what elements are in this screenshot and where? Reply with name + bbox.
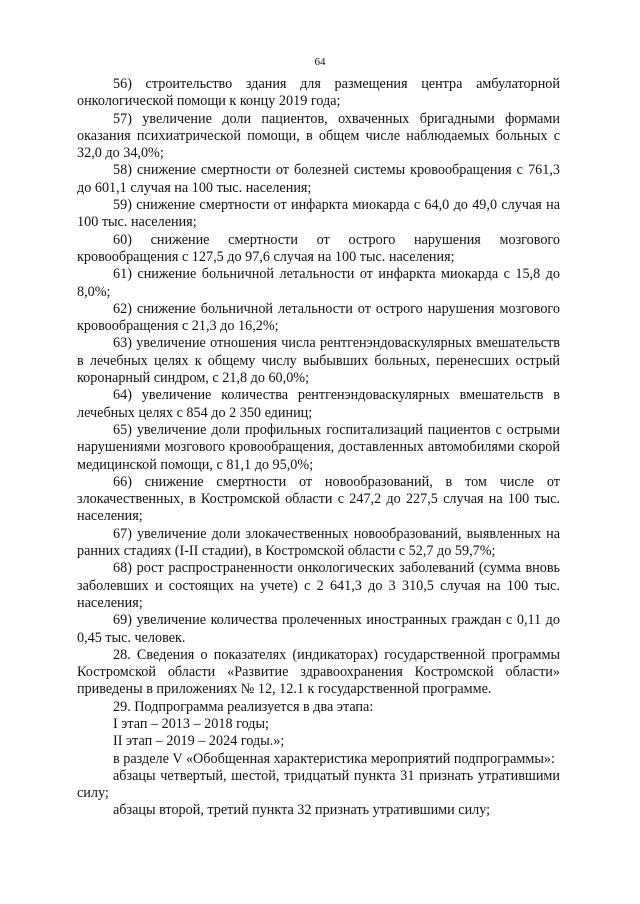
paragraph-item-56: 56) строительство здания для размещения центра амбулаторной онкологической помощи к концу 2019 года; <box>77 76 560 110</box>
paragraph-item-63: 63) увеличение отношения числа рентгенэндоваскулярных вмешательств в лечебных целях к общему числу выбывших больных, перенесших острый коронарный синдром, с 21,8 до 60,0%; <box>77 335 560 387</box>
paragraph-item-65: 65) увеличение доли профильных госпитализаций пациентов с острыми нарушениями мозгового кровообращения, доставленных автомобилями скорой медицинской помощи, с 81,1 до 95,0%; <box>77 421 560 473</box>
paragraph-point-31: абзацы четвертый, шестой, тридцатый пункта 31 признать утратившими силу; <box>77 767 560 802</box>
paragraph-item-61: 61) снижение больничной летальности от инфаркта миокарда с 15,8 до 8,0%; <box>77 266 560 300</box>
paragraph-section-28: 28. Сведения о показателях (индикаторах) государственной программы Костромской области «Развитие здравоохранения Костромской области» приведены в приложениях № 12, 12.1 к государственной программе. <box>77 646 560 698</box>
paragraph-section-v: в разделе V «Обобщенная характеристика мероприятий подпрограммы»: <box>113 750 555 767</box>
paragraph-item-69: 69) увеличение количества пролеченных иностранных граждан с 0,11 до 0,45 тыс. человек. <box>77 612 560 646</box>
document-body <box>77 76 560 820</box>
paragraph-stage-1: I этап – 2013 – 2018 годы; <box>113 715 269 732</box>
paragraph-item-59: 59) снижение смертности от инфаркта миокарда с 64,0 до 49,0 случая на 100 тыс. населения; <box>77 197 560 231</box>
paragraph-item-62: 62) снижение больничной летальности от острого нарушения мозгового кровообращения с 21,3 до 16,2%; <box>77 300 560 335</box>
paragraph-section-29: 29. Подпрограмма реализуется в два этапа: <box>113 698 374 715</box>
paragraph-stage-2: II этап – 2019 – 2024 годы.»; <box>113 733 285 750</box>
paragraph-item-64: 64) увеличение количества рентгенэндоваскулярных вмешательств в лечебных целях с 854 до 2 350 единиц; <box>77 387 560 421</box>
paragraph-item-60: 60) снижение смертности от острого нарушения мозгового кровообращения с 127,5 до 97,6 случая на 100 тыс. населения; <box>77 231 560 265</box>
paragraph-item-66: 66) снижение смертности от новообразований, в том числе от злокачественных, в Костромской области с 247,2 до 227,5 случая на 100 тыс. населения; <box>77 473 560 525</box>
paragraph-item-68: 68) рост распространенности онкологических заболеваний (сумма вновь заболевших и состоящих на учете) с 2 641,3 до 3 310,5 случая на 100 тыс. населения; <box>77 560 560 611</box>
paragraph-item-58: 58) снижение смертности от болезней системы кровообращения с 761,3 до 601,1 случая на 100 тыс. населения; <box>77 162 560 196</box>
paragraph-point-32: абзацы второй, третий пункта 32 признать утратившими силу; <box>113 802 491 819</box>
page-number: 64 <box>314 56 326 68</box>
paragraph-item-67: 67) увеличение доли злокачественных новообразований, выявленных на ранних стадиях (I-II стадии), в Костромской области с 52,7 до 59,7%; <box>77 525 560 560</box>
paragraph-item-57: 57) увеличение доли пациентов, охваченных бригадными формами оказания психиатрической помощи, в общем числе наблюдаемых больных с 32,0 до 34,0%; <box>77 110 560 162</box>
